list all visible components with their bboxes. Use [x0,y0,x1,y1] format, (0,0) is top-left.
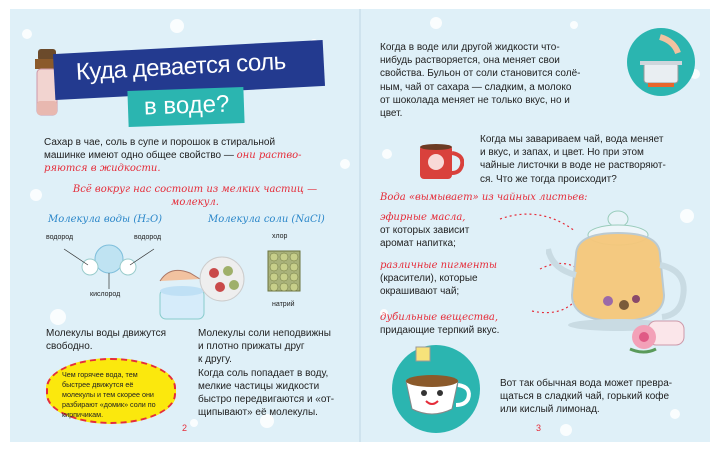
salt-text-line: к другу. [198,354,232,366]
salt-text [198,327,358,419]
intro-line: свойства. Бульон от соли становится солё- [380,68,581,80]
cooking-pot-icon [626,27,696,97]
tea-item-text: аромат напитка; [380,238,456,250]
tea-text-line: Когда мы завариваем чай, вода меняет [480,134,664,145]
closing-text [500,377,700,417]
tea-text-line: чайные листочки в воде не растворяют- [480,160,666,172]
hydrogen-label: водород [46,234,74,241]
intro-line: Когда в воде или другой жидкости что- [380,42,560,53]
right-page [360,9,710,442]
page-subtitle: в воде? [143,90,230,121]
intro-line: машинке имеют одно общее свойство — [44,150,234,162]
salt-crystal-icon [264,247,304,295]
tagline-line: молекул. [171,197,219,209]
water-text-line: свободно. [46,341,93,353]
tea-item-term: эфирные масла, [380,212,466,223]
fact-note [46,358,176,424]
salt-text-line: и плотно прижаты друг [198,341,305,353]
closing-line: щаться в сладкий чай, горький кофе [500,391,670,403]
tea-item-text: придающие терпкий вкус. [380,325,500,337]
tea-item-text: окрашивают чай; [380,286,460,298]
closing-line: Вот так обычная вода может превра- [500,378,673,389]
page-number: 2 [182,423,188,433]
cocoa-mug-icon [416,139,464,183]
oxygen-label: кислород [90,291,121,298]
fact-note-text: Чем горячее вода, тем быстрее движутся её молекулы и тем скорее они разбирают «домик» соли по кирпичикам. [62,370,156,420]
page-title: Куда девается соль [75,47,287,86]
page-number: 3 [536,423,542,433]
tagline-line: Всё вокруг нас состоит из мелких частиц — [72,184,318,195]
right-intro [380,41,600,120]
salt-dissolving-illustration [150,241,260,326]
intro-line: цвет. [380,107,403,119]
salt-molecule-heading: Молекула соли (NaCl) [208,214,325,225]
salt-text-line: Когда соль попадает в воду, [198,367,329,379]
water-text-line: Молекулы воды движутся [46,328,167,339]
tea-text [480,133,700,186]
intro-line: Сахар в чае, соль в супе и порошок в стиральной [44,137,276,148]
tea-item-term: дубильные вещества, [380,312,499,323]
intro-line: нибудь растворяется, она меняет свои [380,55,560,67]
hydrogen-label: водород [134,234,162,241]
intro-highlight: ряются в жидкости. [44,163,161,175]
intro-paragraph [44,136,344,176]
sodium-label: натрий [272,301,295,308]
chlorine-label: хлор [272,233,288,240]
water-molecule-heading: Молекула воды (H₂O) [48,214,163,225]
salt-text-line: мелкие частицы жидкости [198,380,320,392]
closing-line: или кислый лимонад. [500,404,600,416]
leaves-heading: Вода «вымывает» из чайных листьев: [380,192,588,203]
salt-text-line: быстро передвигаются и «от- [198,393,335,405]
tagline [70,183,320,209]
water-text [46,327,186,353]
tea-text-line: и вкус, и запах, и цвет. Но при этом [480,147,644,159]
intro-highlight: они раство- [236,150,302,162]
intro-line: ным, чай от сахара — сладким, а молоко [380,81,572,93]
cup-and-flower-icon [622,307,692,367]
intro-line: от шоколада меняет не только вкус, но и [380,94,570,106]
tea-item-text: от которых зависит [380,225,470,237]
tea-text-line: ся. Что же тогда происходит? [480,173,617,185]
happy-teacup-illustration [386,335,486,435]
salt-text-line: Молекулы соли неподвижны [198,328,331,339]
salt-text-line: щипывают» её молекулы. [198,407,318,419]
tea-item-text: (красители), которые [380,273,478,285]
water-molecule-icon [54,237,164,297]
left-page [10,9,360,442]
book-spread [10,9,710,442]
subtitle-banner [127,87,244,127]
tea-item-term: различные пигменты [380,260,498,271]
